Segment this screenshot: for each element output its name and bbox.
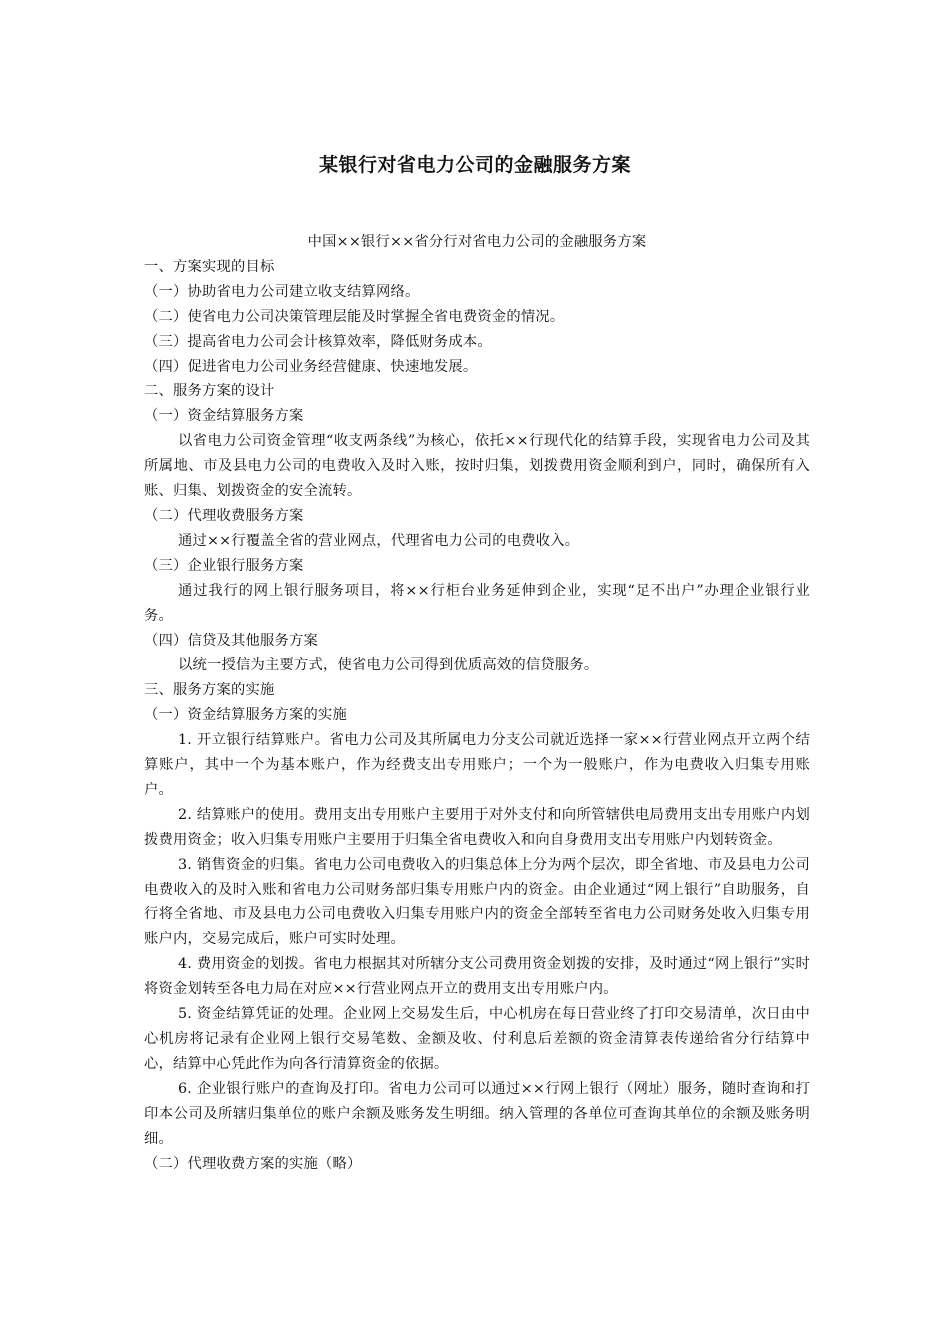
subsection-heading: （二）代理收费服务方案 xyxy=(144,507,304,524)
document-body xyxy=(144,230,810,1176)
subtitle: 中国××银行××省分行对省电力公司的金融服务方案 xyxy=(307,234,647,250)
paragraph: 通过我行的网上银行服务项目，将××行柜台业务延伸到企业，实现“足不出户”办理企业银行业务。 xyxy=(144,582,810,624)
paragraph: 通过××行覆盖全省的营业网点，代理省电力公司的电费收入。 xyxy=(178,532,580,549)
subsection-heading: （一）资金结算服务方案的实施 xyxy=(144,707,347,724)
section-heading-goals: 一、方案实现的目标 xyxy=(144,258,275,275)
section-heading-design: 二、服务方案的设计 xyxy=(144,383,275,400)
numbered-paragraph: 1. 开立银行结算账户。省电力公司及其所属电力分支公司就近选择一家××行营业网点开立两个结算账户，其中一个为基本账户，作为经费支出专用账户；一个为一般账户，作为电费收入归集专用账户。 xyxy=(144,732,810,798)
paragraph: 以统一授信为主要方式，使省电力公司得到优质高效的信贷服务。 xyxy=(178,657,599,674)
goal-item: （二）使省电力公司决策管理层能及时掌握全省电费资金的情况。 xyxy=(144,308,565,325)
numbered-paragraph: 5. 资金结算凭证的处理。企业网上交易发生后，中心机房在每日营业终了打印交易清单，次日由中心机房将记录有企业网上银行交易笔数、金额及收、付利息后差额的资金清算表传递给省分行结算中心，结算中心凭此作为向各行清算资金的依据。 xyxy=(144,1006,810,1072)
numbered-paragraph: 4. 费用资金的划拨。省电力根据其对所辖分支公司费用资金划拨的安排，及时通过“网上银行”实时将资金划转至各电力局在对应××行营业网点开立的费用支出专用账户内。 xyxy=(144,956,810,998)
subsection-heading: （三）企业银行服务方案 xyxy=(144,557,304,574)
subsection-heading: （二）代理收费方案的实施（略） xyxy=(144,1155,362,1172)
paragraph: 以省电力公司资金管理“收支两条线”为核心，依托××行现代化的结算手段，实现省电力公司及其所属地、市及县电力公司的电费收入及时入账，按时归集，划拨费用资金顺利到户，同时，确保所有入账、归集、划拨资金的安全流转。 xyxy=(144,433,810,500)
numbered-paragraph: 6. 企业银行账户的查询及打印。省电力公司可以通过××行网上银行（网址）服务，随时查询和打印本公司及所辖归集单位的账户余额及账务发生明细。纳入管理的各单位可查询其单位的余额及账务明细。 xyxy=(144,1080,810,1147)
subsection-heading: （四）信贷及其他服务方案 xyxy=(144,632,318,649)
goal-item: （四）促进省电力公司业务经营健康、快速地发展。 xyxy=(144,358,478,375)
section-heading-implementation: 三、服务方案的实施 xyxy=(144,682,275,699)
numbered-paragraph: 3. 销售资金的归集。省电力公司电费收入的归集总体上分为两个层次，即全省地、市及县电力公司电费收入的及时入账和省电力公司财务部归集专用账户内的资金。由企业通过“网上银行”自助服务，自行将全省地、市及县电力公司电费收入归集专用账户内的资金全部转至省电力公司财务处收入归集专用账户内，交易完成后，账户可实时处理。 xyxy=(144,856,810,948)
numbered-paragraph: 2. 结算账户的使用。费用支出专用账户主要用于对外支付和向所管辖供电局费用支出专用账户内划拨费用资金；收入归集专用账户主要用于归集全省电费收入和向自身费用支出专用账户内划转资金。 xyxy=(144,806,810,848)
goal-item: （三）提高省电力公司会计核算效率，降低财务成本。 xyxy=(144,333,492,350)
document-title: 某银行对省电力公司的金融服务方案 xyxy=(318,154,631,176)
subsection-heading: （一）资金结算服务方案 xyxy=(144,408,304,425)
goal-item: （一）协助省电力公司建立收支结算网络。 xyxy=(144,283,420,300)
